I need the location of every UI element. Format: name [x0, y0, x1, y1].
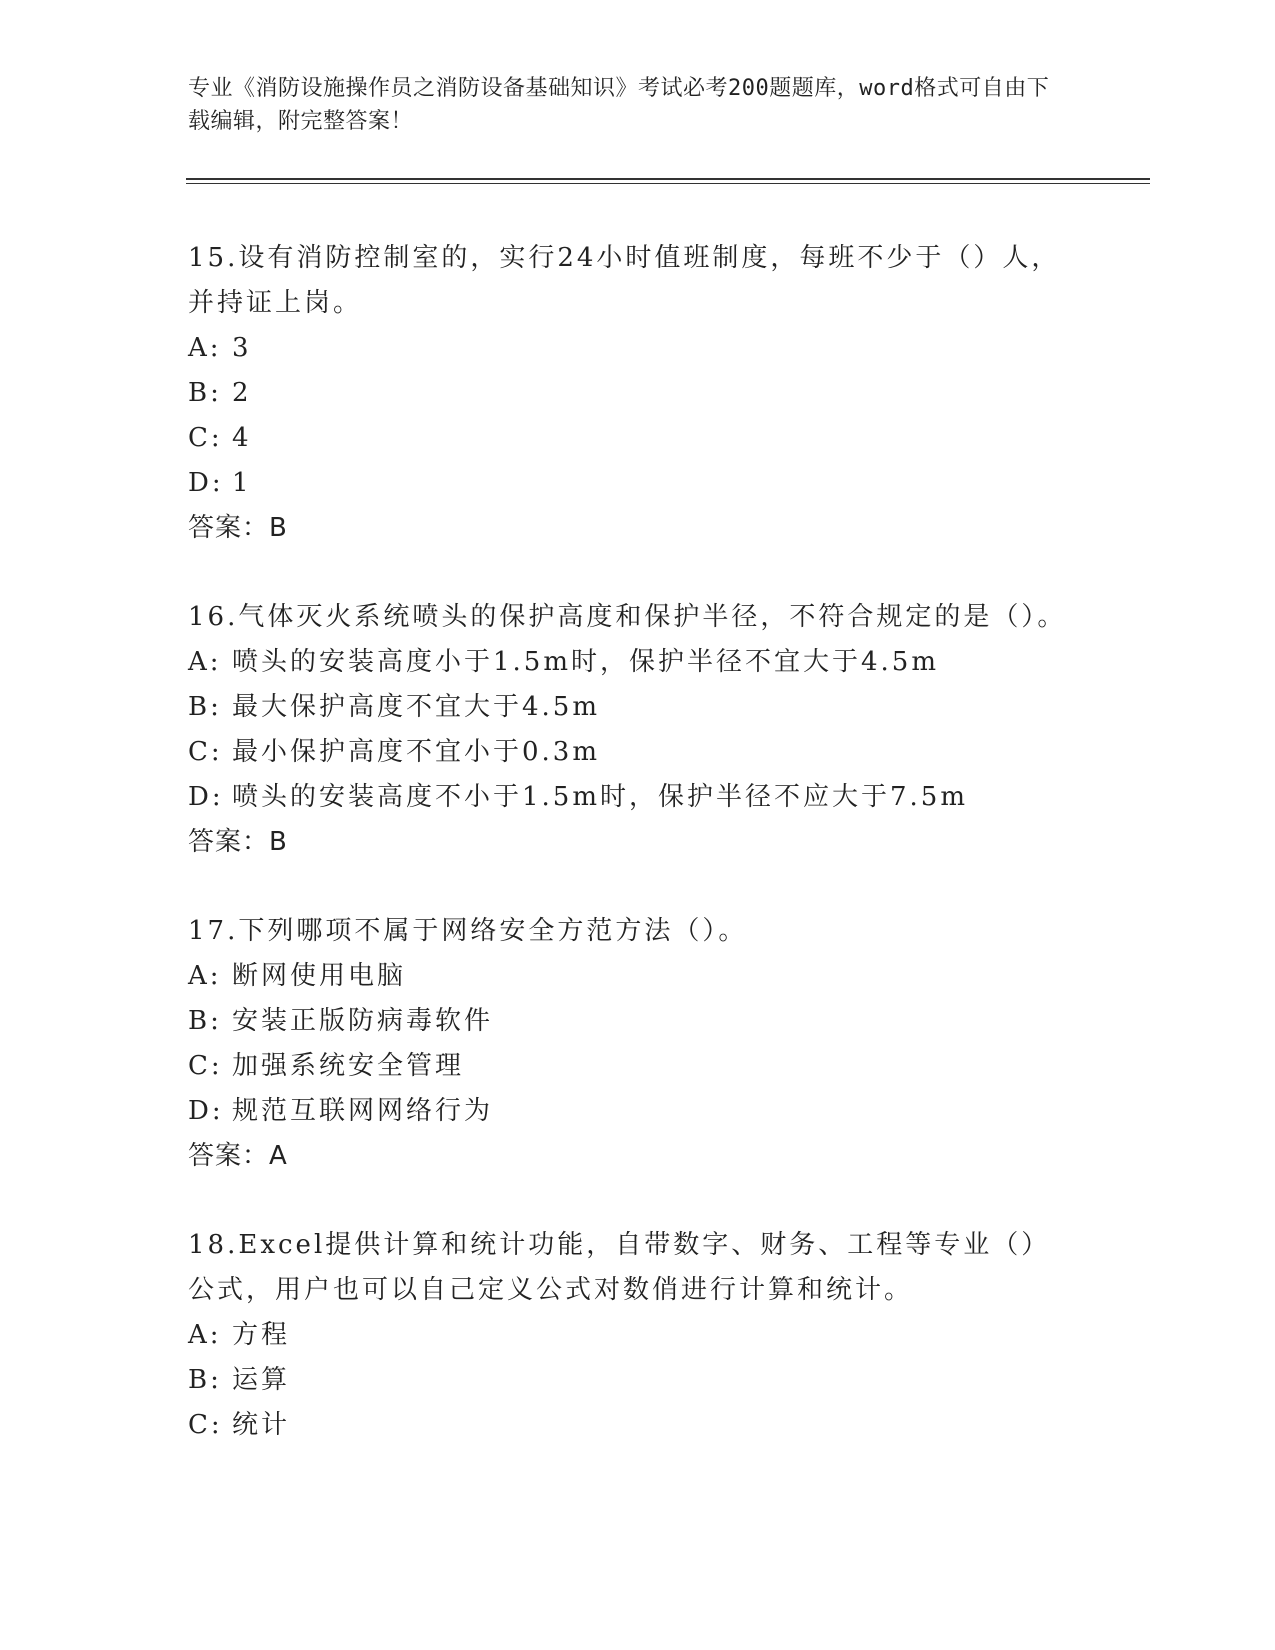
option-b [188, 999, 1068, 1044]
option-text: 安装正版防病毒软件 [232, 1006, 494, 1036]
option-text: 规范互联网网络行为 [232, 1096, 494, 1126]
option-d [188, 1089, 1068, 1134]
option-letter: B: [188, 1365, 222, 1395]
option-text: 方程 [232, 1320, 291, 1350]
option-letter: A: [188, 961, 222, 991]
option-letter: D: [188, 468, 224, 498]
option-text: 1 [232, 468, 252, 498]
option-b [188, 1358, 1068, 1403]
option-letter: C: [188, 1410, 223, 1440]
option-d [188, 461, 1068, 506]
option-text: 最大保护高度不宜大于4.5m [232, 692, 601, 722]
option-text: 4 [232, 423, 252, 453]
option-c [188, 1044, 1068, 1089]
option-text: 加强系统安全管理 [232, 1051, 465, 1081]
option-text: 2 [232, 378, 252, 408]
question-item [188, 1223, 1068, 1448]
option-letter: A: [188, 333, 222, 363]
option-c [188, 730, 1068, 775]
option-letter: D: [188, 1096, 224, 1126]
option-text: 喷头的安装高度不小于1.5m时，保护半径不应大于7.5m [232, 782, 969, 812]
question-text: 15.设有消防控制室的，实行24小时值班制度，每班不少于（）人，并持证上岗。 [188, 243, 1061, 318]
option-text: 喷头的安装高度小于1.5m时，保护半径不宜大于4.5m [232, 647, 940, 677]
page-header-title: 专业《消防设施操作员之消防设备基础知识》考试必考200题题库，word格式可自由下载编辑，附完整答案！ [188, 76, 1050, 134]
option-letter: A: [188, 1320, 222, 1350]
answer-line: 答案：B [188, 513, 288, 543]
question-item [188, 595, 1068, 865]
option-text: 断网使用电脑 [232, 961, 407, 991]
option-letter: C: [188, 1051, 223, 1081]
question-list [188, 236, 1068, 1492]
option-letter: C: [188, 423, 223, 453]
option-a [188, 1313, 1068, 1358]
option-a [188, 954, 1068, 999]
option-c [188, 1403, 1068, 1448]
question-item [188, 236, 1068, 551]
option-letter: B: [188, 692, 222, 722]
option-d [188, 775, 1068, 820]
question-text: 17.下列哪项不属于网络安全方范方法（）。 [188, 916, 748, 946]
option-b [188, 685, 1068, 730]
option-text: 统计 [232, 1410, 291, 1440]
option-a [188, 326, 1068, 371]
option-a [188, 640, 1068, 685]
question-text: 16.气体灭火系统喷头的保护高度和保护半径，不符合规定的是（）。 [188, 602, 1067, 632]
answer-line: 答案：B [188, 827, 288, 857]
option-letter: C: [188, 737, 223, 767]
option-c [188, 416, 1068, 461]
header-divider [186, 178, 1150, 184]
question-item [188, 909, 1068, 1179]
option-letter: D: [188, 782, 224, 812]
option-text: 运算 [232, 1365, 291, 1395]
question-text: 18.Excel提供计算和统计功能，自带数字、财务、工程等专业（）公式，用户也可以自己定义公式对数俏进行计算和统计。 [188, 1230, 1051, 1305]
option-letter: B: [188, 378, 222, 408]
option-letter: B: [188, 1006, 222, 1036]
option-letter: A: [188, 647, 222, 677]
option-text: 3 [232, 333, 252, 363]
answer-line: 答案：A [188, 1141, 288, 1171]
option-b [188, 371, 1068, 416]
option-text: 最小保护高度不宜小于0.3m [232, 737, 601, 767]
